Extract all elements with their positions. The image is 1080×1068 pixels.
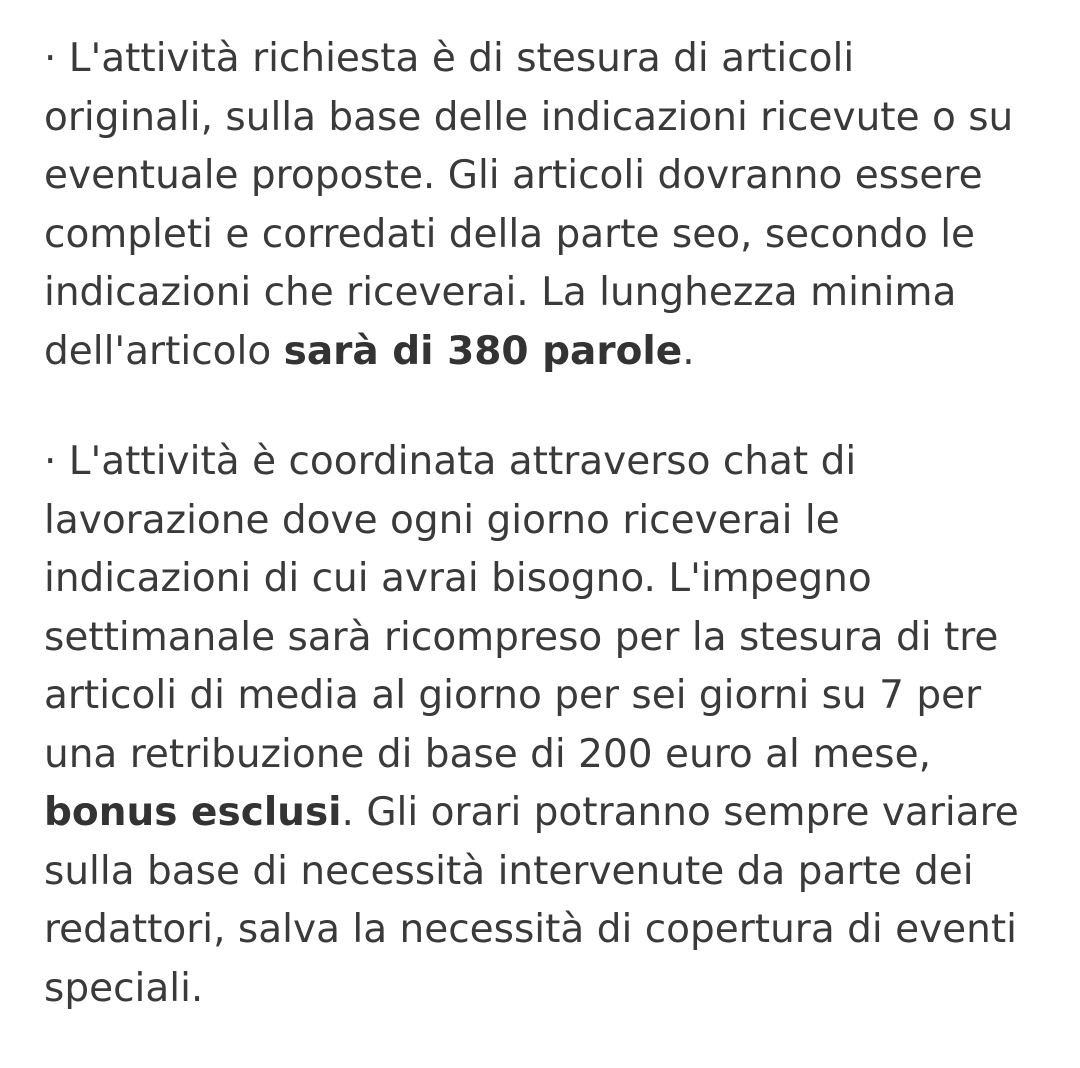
text-line [44, 726, 1044, 785]
text-run: lavorazione dove ogni giorno riceverai le [44, 497, 840, 543]
paragraph [44, 433, 1044, 1018]
text-run: settimanale sarà ricompreso per la stesura di tre [44, 614, 999, 660]
text-run: indicazioni di cui avrai bisogno. L'impegno [44, 556, 872, 601]
text-line [44, 901, 1044, 960]
text-run: sulla base di necessità intervenute da parte dei [44, 848, 974, 894]
text-run: · L'attività richiesta è di stesura di articoli [44, 36, 855, 81]
text-line [44, 206, 1044, 265]
text-run: eventuale proposte. Gli articoli dovranno essere [44, 153, 983, 198]
text-line [44, 550, 1044, 609]
text-run: indicazioni che riceverai. La lunghezza minima [44, 270, 957, 315]
text-line [44, 784, 1044, 843]
text-run: completi e corredati della parte seo, secondo le [44, 211, 976, 257]
text-line [44, 667, 1044, 726]
text-line [44, 433, 1044, 492]
text-line [44, 492, 1044, 551]
text-run: una retribuzione di base di 200 euro al mese, [44, 731, 931, 777]
text-run: . Gli orari potranno sempre variare [341, 790, 1019, 835]
bold-text-run: bonus esclusi [44, 790, 342, 835]
text-line [44, 264, 1044, 323]
text-line [44, 609, 1044, 668]
text-run: speciali. [44, 965, 204, 1011]
text-line [44, 30, 1044, 89]
text-line [44, 960, 1044, 1019]
text-run: articoli di media al giorno per sei giorni su 7 per [44, 673, 982, 718]
text-run: redattori, salva la necessità di copertura di eventi [44, 907, 1018, 952]
text-run: dell'articolo [44, 328, 284, 374]
bold-text-run: sarà di 380 parole [283, 328, 683, 374]
text-run: originali, sulla base delle indicazioni ricevute o su [44, 94, 1014, 140]
text-run: . [682, 328, 695, 374]
text-line [44, 147, 1044, 206]
text-line [44, 89, 1044, 148]
text-run: · L'attività è coordinata attraverso chat di [44, 439, 857, 484]
text-line [44, 843, 1044, 902]
text-line [44, 323, 1044, 382]
paragraph [44, 30, 1044, 381]
